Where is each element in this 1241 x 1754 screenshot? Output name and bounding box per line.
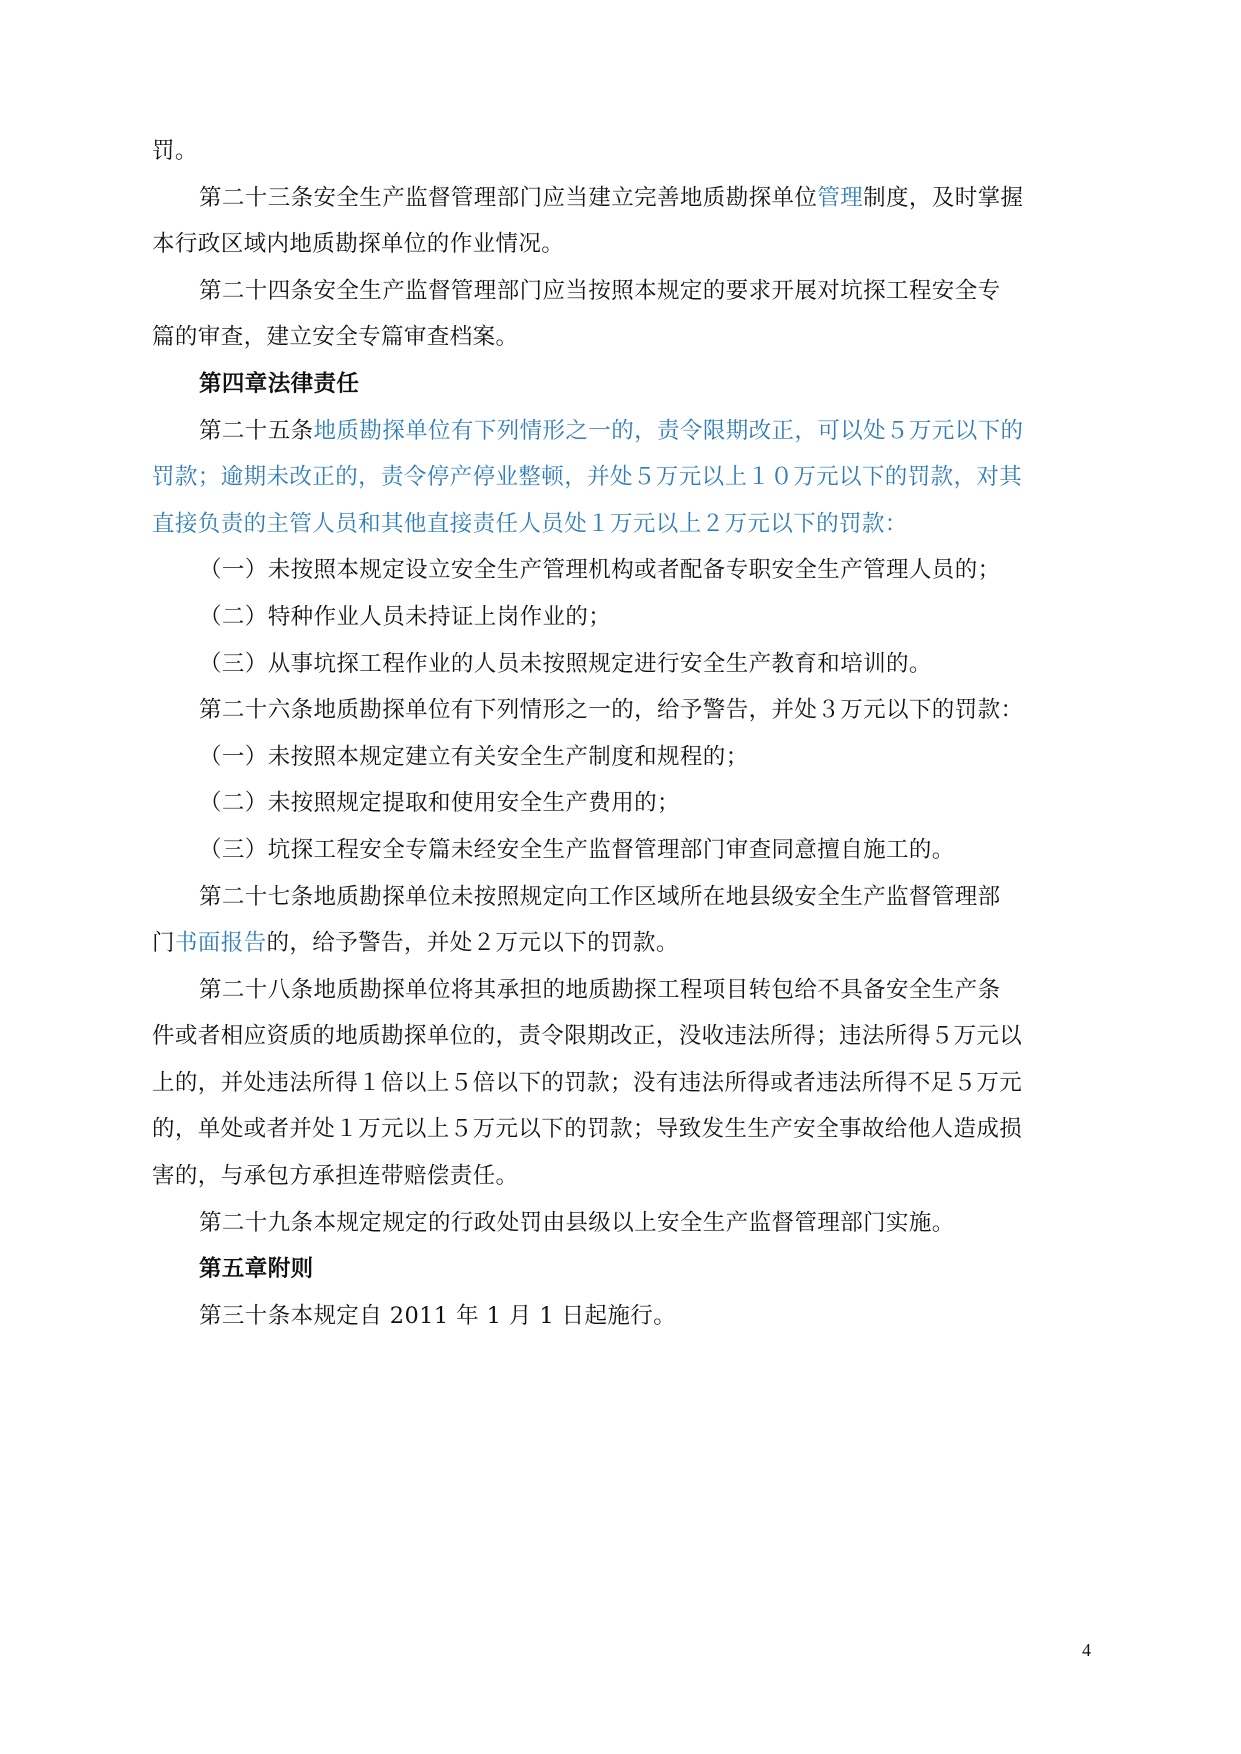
chapter-4-heading: 第四章法律责任 xyxy=(199,370,360,397)
list-item: （一）未按照本规定设立安全生产管理机构或者配备专职安全生产管理人员的； xyxy=(199,557,1001,584)
chapter-5-heading: 第五章附则 xyxy=(199,1256,314,1283)
management-link[interactable]: 管理 xyxy=(817,184,864,211)
article-23-text-cont: 制度，及时掌握 xyxy=(863,184,1024,211)
article-27: 第二十七条地质勘探单位未按照规定向工作区域所在地县级安全生产监督管理部 xyxy=(199,883,1001,910)
text-line: 害的，与承包方承担连带赔偿责任。 xyxy=(152,1163,519,1190)
list-item: （二）未按照规定提取和使用安全生产费用的； xyxy=(199,790,680,817)
article-25 xyxy=(152,408,1092,455)
list-item: （二）特种作业人员未持证上岗作业的； xyxy=(199,603,612,630)
text-line xyxy=(152,454,1092,501)
text-line xyxy=(152,501,1092,548)
text-line: 上的，并处违法所得１倍以上５倍以下的罚款；没有违法所得或者违法所得不足５万元 xyxy=(152,1069,1023,1096)
article-28: 第二十八条地质勘探单位将其承担的地质勘探工程项目转包给不具备安全生产条 xyxy=(199,976,1001,1003)
text-line: 罚。 xyxy=(152,138,198,164)
text-line: 件或者相应资质的地质勘探单位的，责令限期改正，没收违法所得；违法所得５万元以 xyxy=(152,1023,1023,1050)
article-26: 第二十六条地质勘探单位有下列情形之一的，给予警告，并处３万元以下的罚款： xyxy=(199,697,1024,724)
text-line: 篇的审查，建立安全专篇审查档案。 xyxy=(152,324,519,351)
list-item: （三）坑探工程安全专篇未经安全生产监督管理部门审查同意擅自施工的。 xyxy=(199,836,955,863)
article-25-link-text[interactable]: 地质勘探单位有下列情形之一的，责令限期改正，可以处５万元以下的 xyxy=(313,417,1024,444)
article-25-label: 第二十五条 xyxy=(199,417,314,444)
article-27-text-cont: 的，给予警告，并处２万元以下的罚款。 xyxy=(266,930,679,957)
article-25-link-text[interactable]: 罚款；逾期未改正的，责令停产停业整顿，并处５万元以上１０万元以下的罚款，对其 xyxy=(152,464,1023,491)
list-item: （三）从事坑探工程作业的人员未按照规定进行安全生产教育和培训的。 xyxy=(199,650,932,677)
text-line: 的，单处或者并处１万元以上５万元以下的罚款；导致发生生产安全事故给他人造成损 xyxy=(152,1116,1023,1143)
article-23 xyxy=(152,175,1092,222)
article-29: 第二十九条本规定规定的行政处罚由县级以上安全生产监督管理部门实施。 xyxy=(199,1209,955,1236)
article-30: 第三十条本规定自 2011 年 1 月 1 日起施行。 xyxy=(199,1302,677,1329)
article-25-link-text[interactable]: 直接负责的主管人员和其他直接责任人员处１万元以上２万元以下的罚款： xyxy=(152,510,908,537)
text-line: 本行政区域内地质勘探单位的作业情况。 xyxy=(152,231,565,258)
written-report-link[interactable]: 书面报告 xyxy=(174,930,267,957)
page-number: 4 xyxy=(1082,1640,1091,1660)
document-body xyxy=(152,128,1092,1339)
article-27-text: 门 xyxy=(152,930,175,957)
text-line xyxy=(152,920,1092,967)
article-24: 第二十四条安全生产监督管理部门应当按照本规定的要求开展对坑探工程安全专 xyxy=(199,277,1001,304)
article-23-text: 第二十三条安全生产监督管理部门应当建立完善地质勘探单位 xyxy=(199,184,818,211)
list-item: （一）未按照本规定建立有关安全生产制度和规程的； xyxy=(199,743,749,770)
